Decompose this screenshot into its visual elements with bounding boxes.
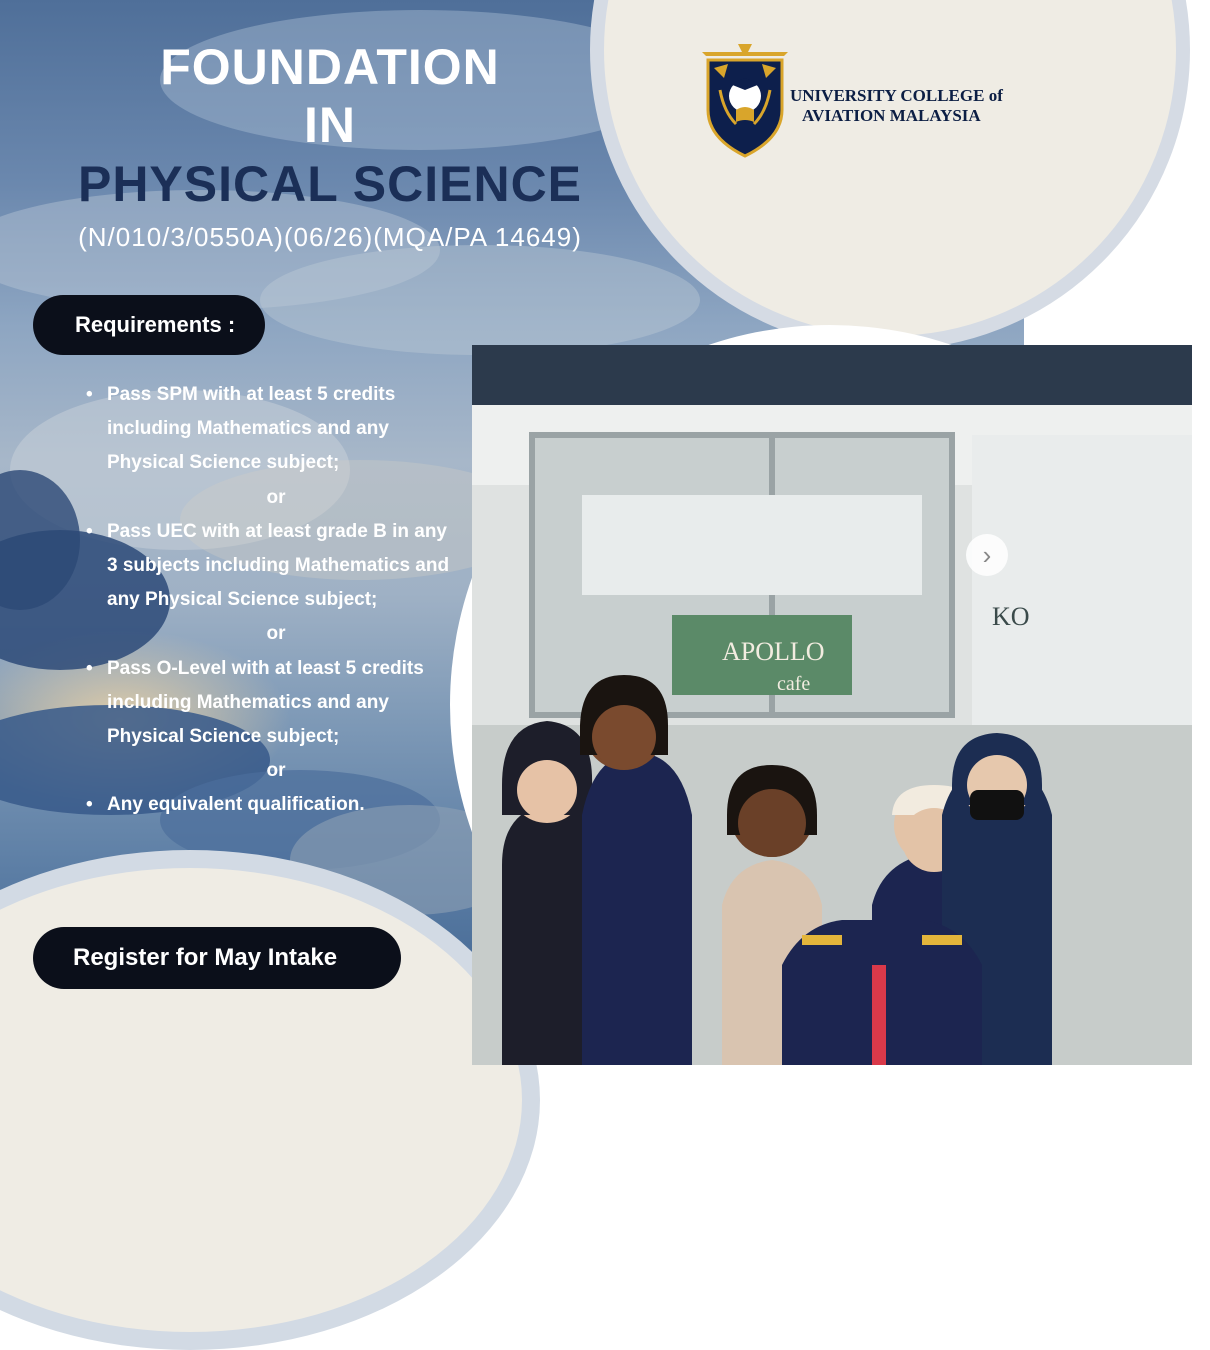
photo-sign-cafe: cafe [777,673,811,695]
requirements-list [86,378,486,823]
university-crest-icon [700,40,790,160]
title-line-2: IN [304,97,356,153]
requirement-line: including Mathematics and any [107,418,389,440]
requirement-line: • Pass SPM with at least 5 credits [86,378,486,412]
program-code: (N/010/3/0550A)(06/26)(MQA/PA 14649) [78,222,582,252]
requirement-line: • Any equivalent qualification. [86,788,486,822]
carousel-next-button[interactable] [966,534,1008,576]
brand-line-2: AVIATION MALAYSIA [802,106,981,125]
student-group-photo [472,345,1192,1065]
requirement-line: • Pass UEC with at least grade B in any [86,515,486,549]
photo-illustration [472,345,1192,1065]
brand-line-1: UNIVERSITY COLLEGE of [790,86,1003,105]
chevron-right-icon: › [982,539,992,570]
or-separator: or [266,486,286,508]
or-separator: or [266,623,286,645]
brand-name [790,86,1003,126]
requirements-label: Requirements : [33,295,265,355]
register-button[interactable]: Register for May Intake [33,927,401,989]
requirement-line: Physical Science subject; [107,452,340,474]
requirement-line: • Pass O-Level with at least 5 credits [86,652,486,686]
photo-sign-apollo: APOLLO [722,637,825,666]
photo-sign-edge: KO [992,602,1030,631]
title-line-1: FOUNDATION [160,39,500,95]
requirement-line: 3 subjects including Mathematics and [107,555,450,577]
or-separator: or [266,760,286,782]
title-line-3: PHYSICAL SCIENCE [77,156,583,212]
requirement-line: including Mathematics and any [107,691,389,713]
requirement-line: any Physical Science subject; [107,589,378,611]
requirement-line: Physical Science subject; [107,726,340,748]
